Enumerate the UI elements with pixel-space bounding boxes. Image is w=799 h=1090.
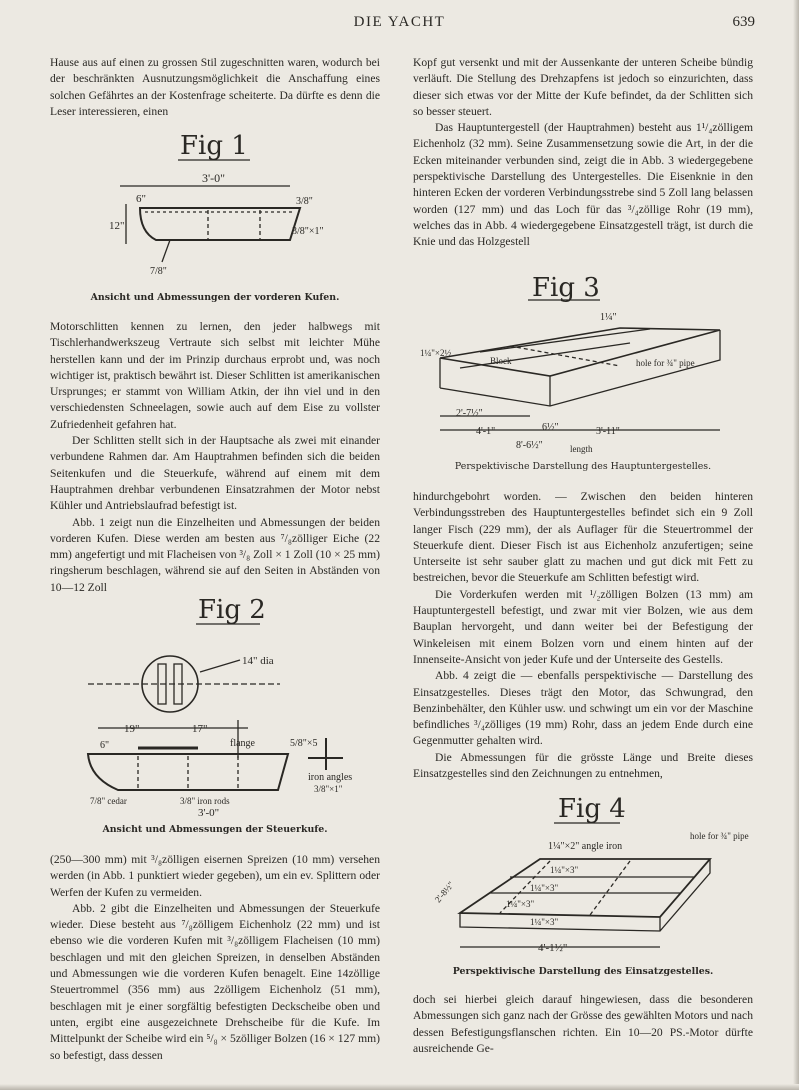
figure-1-drawing — [100, 122, 340, 292]
fig3-label-f: 3'-11" — [596, 426, 620, 437]
fig4-label-b: 1¼"×3" — [530, 883, 559, 893]
paragraph-text: Abb. 2 gibt die Einzelheiten und Abmessungen der Steuerkufe wieder. Diese besteht aus ⁷/₈zölligem Eichenholz (22 mm) und ist ebenso wie die vorderen Kufen mit ³/₈zölligem Flacheisen (10 mm) beschlagen und mit den gleichen Spreizen, in denselben Abständen und Abmessungen wie die vorderen Kufen benagelt. Eine 14zöllige Steuertrommel (356 mm) aus 2zölligem Eichenholz (51 mm), beschlagen mit je einer sorgfältig befestigten Deckscheibe oben und unten, ergibt eine ausgezeichnete Drehscheibe für die Kufe. Im Mittelpunkt der Scheibe wird ein ⁵/₈ × 5zölliger Bolzen (16 × 127 mm) so befestigt, dass dessen — [50, 901, 380, 1062]
figure-4 — [430, 787, 749, 965]
fig1-six-label: 6" — [136, 193, 146, 205]
page-bottom-shadow — [0, 1084, 799, 1090]
figure-3-title: Fig 3 — [532, 273, 600, 303]
fig4-length-label: 4'-1½" — [538, 942, 568, 954]
fig2-bolt-label: 5/8"×5 — [290, 738, 318, 749]
left-paragraph-3 — [50, 852, 380, 1064]
figure-4-title: Fig 4 — [558, 794, 626, 824]
figure-1-caption: Ansicht und Abmessungen der vorderen Kufen. — [90, 292, 340, 303]
paragraph-text: doch sei hierbei gleich darauf hingewiesen, dass die besonderen Abmessungen sich ganz nach der Grösse des gewählten Motors und nach dessen Befestigungsflanschen richten. Ein 10—20 PS.-Motor dürfte ausreichende Ge- — [413, 993, 753, 1055]
paragraph-text: Abb. 1 zeigt nun die Einzelheiten und Abmessungen der beiden vorderen Kufen. Diese werden am besten aus ⁷/₈zölliger Eiche (22 mm) angefertigt und mit Flacheisen von ³/₈ Zoll × 1 Zoll (10 × 25 mm) ringsherum beschlagen, während sie auf den Seiten in Abständen von 10—12 Zoll — [50, 515, 380, 594]
fig1-three-eighths-label: 3/8" — [296, 196, 313, 207]
fig2-rods-label: 3/8" iron rods — [180, 796, 230, 806]
fig3-label-j: Block — [490, 356, 512, 366]
fig3-label-c: 2'-7½" — [456, 408, 483, 419]
paragraph-text: Die Abmessungen für die grösste Länge und Breite dieses Einsatzgestelles sind den Zeichnungen zu entnehmen, — [413, 750, 753, 781]
fig3-label-a: 1¼" — [600, 312, 617, 323]
fig1-flat-iron-label: 3/8"×1" — [292, 226, 324, 237]
figure-4-caption: Perspektivische Darstellung des Einsatzgestelles. — [452, 966, 714, 977]
paragraph-text: Die Vorderkufen werden mit ¹/₂zölligen Bolzen (13 mm) am Hauptuntergestell befestigt, und zwar mit vier Bolzen, wie aus dem Bauplan hervorgeht, und dann weiter bei der Befestigung der Winkeleisen mit einem Bolzen vorn und einem hinten auf der Innenseite-Ansicht von jeder Kufe und der Unterseite des Gestells. — [413, 587, 753, 666]
paragraph-text: (250—300 mm) mit ³/₈zölligen eisernen Spreizen (10 mm) versehen werden (in Abb. 1 punktiert wieder gegeben), um ein ev. Splittern oder Werfen der Kufen zu vermeiden. — [50, 853, 380, 899]
fig4-label-a: 1¼"×3" — [550, 865, 579, 875]
page-number: 639 — [732, 14, 755, 30]
right-paragraph-3 — [413, 992, 753, 1057]
paragraph-text: hindurchgebohrt worden. — Zwischen den beiden hinteren Verbindungsstreben des Hauptuntergestelles befindet sich ein 9 Zoll langer Fisch (229 mm), der als Auflager für die Steuertrommel der Steuerkufe dient. Dieser Fisch ist aus Eichenholz anzufertigen; seine Unterseite ist sehr sauber glatt zu machen und gut dick mit Fett zu bestreichen, bevor die Steuerkufe am Schlitten befestigt wird. — [413, 490, 753, 585]
paragraph-text: Abb. 4 zeigt die — ebenfalls perspektivische — Darstellung des Einsatzgestelles. Dieses trägt den Motor, das Schwungrad, den Benzinbehälter, den Kühler usw. und schwingt um ein vor der Maschine befindliches ³/₄zölliges (19 mm) Rohr, dass an jedem Ende durch eine Gegenmutter gehalten wird. — [413, 669, 753, 748]
running-header: DIE YACHT — [353, 14, 446, 30]
fig3-label-d: 4'-1" — [476, 426, 496, 437]
fig2-nineteen-label: 19" — [124, 723, 140, 735]
fig4-hole-label: hole for ¾" pipe — [690, 831, 749, 841]
fig1-twelve-label: 12" — [109, 220, 125, 232]
figure-3-drawing — [420, 268, 740, 458]
figure-2 — [78, 590, 368, 820]
fig4-label-c: 1¼"×3" — [506, 899, 535, 909]
fig4-angle-label: 1¼"×2" angle iron — [548, 841, 623, 852]
figure-3-caption: Perspektivische Darstellung des Hauptuntergestelles. — [454, 461, 712, 472]
fig1-length-label: 3'-0" — [202, 171, 226, 185]
fig2-angles-label: iron angles — [308, 772, 353, 783]
fig2-bottom-dim-label: 7/8" cedar — [90, 796, 127, 806]
paragraph-text: Kopf gut versenkt und mit der Aussenkante der unteren Scheibe bündig verläuft. Die Stellung des Drehzapfens ist jedoch so einzurichten, dass dieser sich etwas vor der Mitte der Kufe befindet, da der Schlitten sich so besser steuert. — [413, 56, 753, 118]
fig3-label-b: 1¼"×2½ — [420, 348, 452, 358]
figure-2-drawing — [78, 590, 368, 820]
fig4-width-label: 2'-8½" — [432, 879, 456, 905]
left-paragraph-2 — [50, 319, 380, 596]
paragraph-text: Hause aus auf einen zu grossen Stil zugeschnitten waren, wodurch bei der beschränkten Ausnutzungsmöglichkeit die Anschaffung eines solchen Gefährtes an der Kostenfrage scheiterte. Da dürfte es denn die Leser interessieren, einen — [50, 56, 380, 118]
fig3-label-i: hole for ¾" pipe — [636, 358, 695, 368]
fig2-angles-dim-label: 3/8"×1" — [314, 784, 343, 794]
paragraph-text: Motorschlitten kennen zu lernen, den jeder halbwegs mit Tischlerhandwerkszeug Vertraute sich selbst mit leichter Mühe herstellen kann und der im Prinzip durchaus erprobt und, was noch wichtiger ist, praktisch bewährt ist. Dieser Schlitten ist amerikanischen Ursprunges; er stammt von William Atkin, der ihn viel und in den verschiedensten Schneelagen, sowie auch auf dem Eise zu vollster Zufriedenheit gefahren hat. — [50, 320, 380, 431]
fig2-flange-label: flange — [230, 738, 255, 749]
fig3-label-e: 6½" — [542, 422, 559, 433]
figure-1-title: Fig 1 — [180, 131, 248, 161]
fig2-dia-label: 14" dia — [242, 655, 274, 667]
figure-1 — [100, 122, 340, 292]
left-paragraph-1 — [50, 55, 380, 120]
fig2-seventeen-label: 17" — [192, 723, 208, 735]
right-paragraph-2 — [413, 489, 753, 782]
fig4-label-d: 1¼"×3" — [530, 917, 559, 927]
figure-4-drawing — [430, 787, 749, 965]
fig2-six-label: 6" — [100, 740, 110, 751]
fig3-label-h: length — [570, 444, 593, 454]
paragraph-text: Der Schlitten stellt sich in der Hauptsache als zwei mit einander verbundene Rahmen dar. Am Hauptrahmen befinden sich die beiden Seitenkufen und die Steuerkufe, während auf einem mit dem Hauptrahmen drehbar verbundenen Einsatzrahmen der Motor nebst Kühler und Antriebslaufrad befestigt ist. — [50, 434, 380, 513]
figure-2-caption: Ansicht und Abmessungen der Steuerkufe. — [102, 824, 328, 835]
fig3-label-g: 8'-6½" — [516, 440, 543, 451]
page-edge-shadow — [793, 0, 799, 1090]
figure-2-title: Fig 2 — [198, 595, 266, 625]
fig2-length-label: 3'-0" — [198, 807, 220, 819]
fig1-seven-eighths-label: 7/8" — [150, 266, 167, 277]
right-paragraph-1 — [413, 55, 753, 251]
paragraph-text: Das Hauptuntergestell (der Hauptrahmen) besteht aus 1¹/₄zölligem Eichenholz (32 mm). Seine Zusammensetzung sowie die Art, in der die Ecken miteinander verbunden sind, zeigt die in Abb. 3 wiedergegebene perspektivische Darstellung des Untergestelles. Die Eisenknie in den hinteren Ecken der vorderen Verbindungsstrebe sind 5 Zoll lang belassen worden (127 mm) und das Loch für das ³/₄zöllige Rohr (19 mm), welches das in Abb. 4 wiedergegebene Einsatzgestell trägt, ist durch die Knie und das Holzgestell — [413, 121, 753, 249]
figure-3 — [420, 268, 740, 458]
